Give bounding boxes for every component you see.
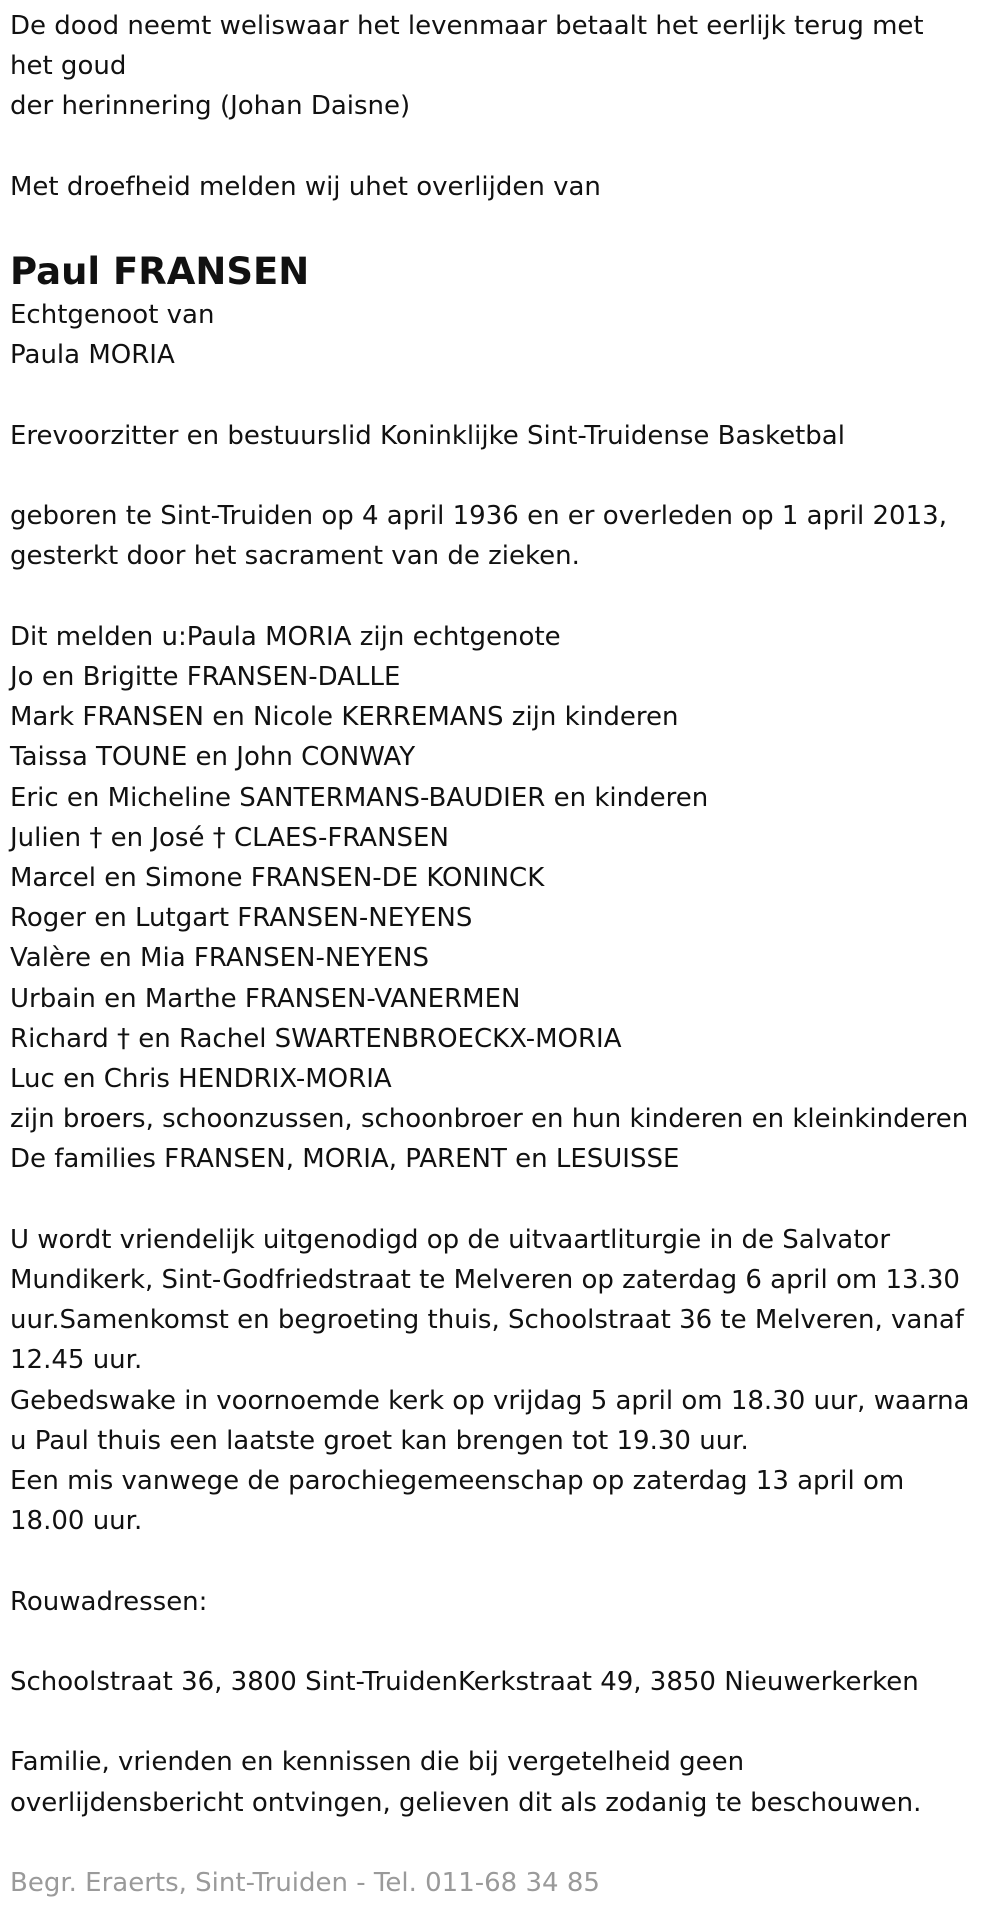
spacer — [10, 1622, 990, 1662]
spacer — [10, 1180, 990, 1220]
birth-death-line: geboren te Sint-Truiden op 4 april 1936 en er overleden op 1 april 2013, — [10, 501, 947, 532]
ceremony-line: 12.45 uur. — [10, 1345, 143, 1376]
ceremony-line: u Paul thuis een laatste groet kan brengen tot 19.30 uur. — [10, 1425, 749, 1456]
addresses-label: Rouwadressen: — [10, 1586, 208, 1617]
family-line: Julien † en José † CLAES-FRANSEN — [10, 822, 449, 853]
ceremony-line: 18.00 uur. — [10, 1506, 143, 1537]
family-list — [10, 617, 990, 1180]
closing-block — [10, 1742, 990, 1822]
role-text: Erevoorzitter en bestuurslid Koninklijke Sint-Truidense Basketbal — [10, 420, 845, 451]
family-line: Mark FRANSEN en Nicole KERREMANS zijn kinderen — [10, 702, 679, 733]
ceremony-line: Een mis vanwege de parochiegemeenschap op zaterdag 13 april om — [10, 1466, 905, 1497]
family-line: zijn broers, schoonzussen, schoonbroer en hun kinderen en kleinkinderen — [10, 1104, 969, 1135]
spacer — [10, 207, 990, 247]
ceremony-line: uur.Samenkomst en begroeting thuis, Schoolstraat 36 te Melveren, vanaf — [10, 1305, 964, 1336]
funeral-home-footer: Begr. Eraerts, Sint-Truiden - Tel. 011-68 34 85 — [10, 1867, 600, 1898]
spacer — [10, 376, 990, 416]
quote-block — [10, 6, 990, 127]
deceased-name: Paul FRANSEN — [10, 250, 310, 294]
family-line: Luc en Chris HENDRIX-MORIA — [10, 1064, 392, 1094]
spacer — [10, 127, 990, 167]
spacer — [10, 456, 990, 496]
ceremony-line: Gebedswake in voornoemde kerk op vrijdag 5 april om 18.30 uur, waarna — [10, 1385, 970, 1416]
family-line: Marcel en Simone FRANSEN-DE KONINCK — [10, 862, 545, 893]
intro-text: Met droefheid melden wij uhet overlijden van — [10, 171, 601, 202]
family-line: Taissa TOUNE en John CONWAY — [10, 742, 416, 773]
family-line: Jo en Brigitte FRANSEN-DALLE — [10, 661, 401, 692]
birth-death-block — [10, 496, 990, 576]
family-line: Dit melden u:Paula MORIA zijn echtgenote — [10, 621, 561, 652]
ceremony-block — [10, 1220, 990, 1542]
spacer — [10, 1823, 990, 1863]
spouse-name: Paula MORIA — [10, 340, 175, 371]
family-line: Urbain en Marthe FRANSEN-VANERMEN — [10, 983, 521, 1014]
family-line: Roger en Lutgart FRANSEN-NEYENS — [10, 903, 473, 934]
quote-line: der herinnering (Johan Daisne) — [10, 91, 411, 122]
closing-line: overlijdensbericht ontvingen, gelieven dit als zodanig te beschouwen. — [10, 1787, 922, 1818]
birth-death-line: gesterkt door het sacrament van de zieken. — [10, 541, 580, 572]
quote-line: De dood neemt weliswaar het levenmaar betaalt het eerlijk terug met — [10, 11, 924, 41]
ceremony-line: U wordt vriendelijk uitgenodigd op de uitvaartliturgie in de Salvator — [10, 1224, 891, 1255]
family-line: Richard † en Rachel SWARTENBROECKX-MORIA — [10, 1023, 622, 1054]
spacer — [10, 1702, 990, 1742]
closing-line: Familie, vrienden en kennissen die bij vergetelheid geen — [10, 1747, 745, 1778]
addresses-text: Schoolstraat 36, 3800 Sint-TruidenKerkstraat 49, 3850 Nieuwerkerken — [10, 1667, 919, 1697]
ceremony-line: Mundikerk, Sint-Godfriedstraat te Melveren op zaterdag 6 april om 13.30 — [10, 1265, 960, 1295]
spacer — [10, 1541, 990, 1581]
spacer — [10, 577, 990, 617]
family-line: Valère en Mia FRANSEN-NEYENS — [10, 943, 429, 974]
family-line: De families FRANSEN, MORIA, PARENT en LESUISSE — [10, 1144, 680, 1175]
spouse-label: Echtgenoot van — [10, 300, 215, 331]
family-line: Eric en Micheline SANTERMANS-BAUDIER en kinderen — [10, 782, 709, 813]
quote-line: het goud — [10, 51, 127, 82]
